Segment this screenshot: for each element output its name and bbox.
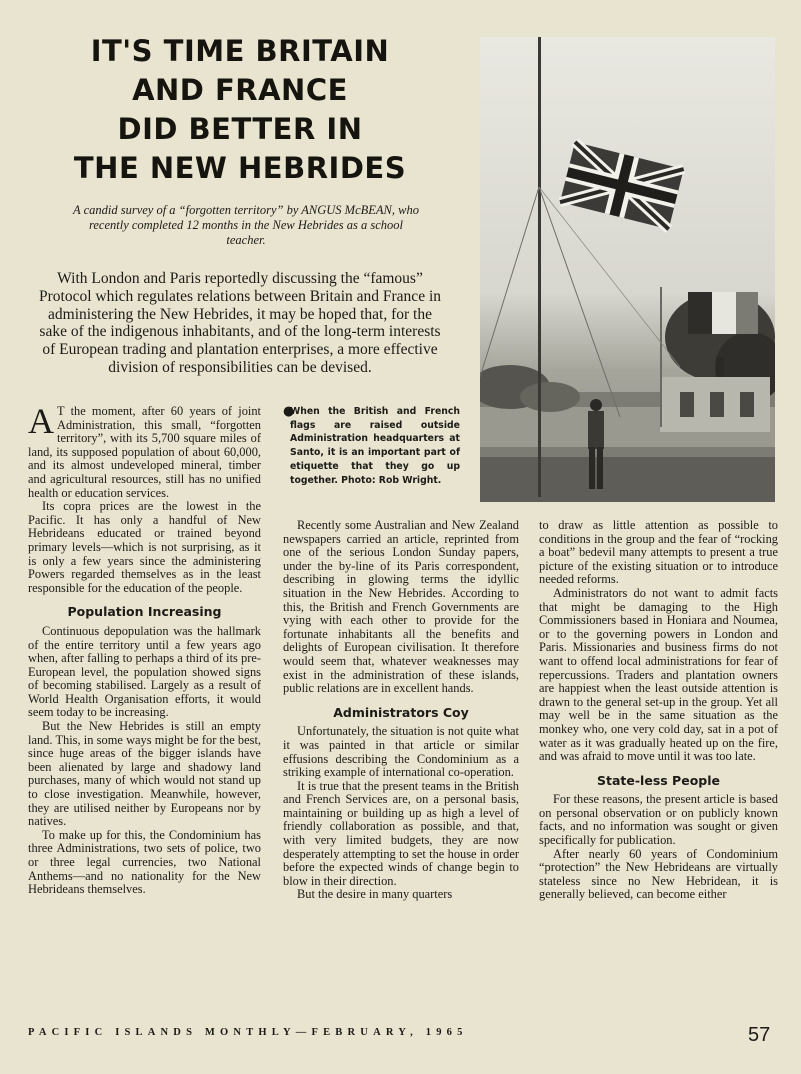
running-footer: PACIFIC ISLANDS MONTHLY—FEBRUARY, 1965 (28, 1027, 468, 1038)
article-deck: A candid survey of a “forgotten territory” by ANGUS McBEAN, who recently completed 12 months in the New Hebrides as a school teacher. (73, 203, 419, 247)
paragraph: Its copra prices are the lowest in the Pacific. It has only a handful of New Hebrideans educated or trained beyond primary levels—which is not surprising, as it is only a few years since the administering Powers regarded themselves as in the least responsible for the education of the people. (28, 499, 261, 595)
photo-caption: When the British and French flags are raised outside Administration headquarters at Santo, it is an important part of etiquette that they go up together. Photo: Rob Wright. (290, 406, 460, 486)
headline-line: IT'S TIME BRITAIN (90, 34, 390, 68)
lead-paragraph: With London and Paris reportedly discussing the “famous” Protocol which regulates relations between Britain and France in administering the New Hebrides, it may be hoped that, for the sake of the indigenous inhabitants, and of the long-term interests of European trading and plantation enterprises, a more effective division of responsibilities can be devised. (38, 270, 442, 376)
flag-photo (480, 37, 775, 502)
column-2 (283, 519, 519, 902)
subheading: State-less People (597, 772, 720, 788)
page-number: 57 (748, 1024, 771, 1046)
headline-line: THE NEW HEBRIDES (73, 151, 407, 185)
column-3 (539, 519, 778, 902)
paragraph: After nearly 60 years of Condominium “protection” the New Hebrideans are virtually stateless since no New Hebridean, it is generally believed, can become either (539, 846, 778, 902)
headline (40, 32, 440, 188)
paragraph: Continuous depopulation was the hallmark of the entire territory until a few years ago when, after falling to perhaps a third of its pre-European level, the population showed signs of becoming stabilised. Largely as a result of World Health Organisation efforts, it would seem today to be increasing. (28, 623, 261, 720)
paragraph: Recently some Australian and New Zealand newspapers carried an article, reprinted from one of the serious London Sunday papers, under the by-line of its Paris correspondent, describing in glowing terms the idyllic situation in the New Hebrides. According to this, the British and French Governments are vying with each other to provide for the fortunate inhabitants all the benefits and delights of European civilisation. It therefore would seem that, whatever weaknesses may exist in the administration of these islands, public relations are in excellent hands. (283, 518, 519, 696)
subheading: Administrators Coy (333, 704, 469, 720)
paragraph: Administrators do not want to admit facts that might be damaging to the High Commissioners based in Honiara and Noumea, or to the governing powers in London and Paris. Missionaries and business firms do not want to offend local administrations for fear of repercussions. Traders and plantation owners are happiest when the least outside attention is drawn to the general set-up in the group. Yet all may well be in the same situation as the monkey who, one very cold day, sat in a pot of water as it was gradually heated up on the fire, and was afraid to move until it was too late. (539, 585, 778, 764)
paragraph: But the New Hebrides is still an empty land. This, in some ways might be for the best, since huge areas of the bigger islands have been alienated by large and shadowy land purchases, many of which would not stand up to close investigation. Meanwhile, however, they are utilised neither by Europeans nor by natives. (28, 719, 261, 829)
paragraph: Unfortunately, the situation is not quite what it was painted in that article or similar effusions describing the Condominium as a striking example of international co-operation. (283, 724, 519, 780)
drop-cap: A (28, 401, 54, 441)
subheading: Population Increasing (67, 604, 222, 620)
headline-line: AND FRANCE (132, 73, 348, 107)
paragraph: To make up for this, the Condominium has three Administrations, two sets of police, two or three legal currencies, two National Anthems—and no nationality for the New Hebrideans themselves. (28, 827, 261, 897)
paragraph: But the desire in many quarters (297, 887, 453, 902)
flag-photo-illustration (480, 37, 775, 502)
column-1 (28, 401, 261, 897)
headline-line: DID BETTER IN (117, 112, 363, 146)
paragraph: It is true that the present teams in the British and French Services are, on a personal basis, maintaining or building up as high a level of friendly collaboration as possible, and that, with very limited budgets, they are now desperately attempting to set the house in order before the expected winds of change begin to blow in their direction. (283, 778, 519, 888)
paragraph: to draw as little attention as possible to conditions in the group and the fear of “rocking a boat” bedevil many attempts to present a true picture of the existing situation or to introduce needed reforms. (539, 518, 778, 587)
caption-bullet-icon: ● (283, 404, 295, 419)
paragraph: For these reasons, the present article is based on personal observation or on publicly known facts, and no information was sought or given specifically for publication. (539, 792, 778, 848)
paragraph: A T the moment, after 60 years of joint Administration, this small, “forgotten territory”, with its 5,700 square miles of land, its supposed population of about 60,000, and its almost undeveloped mineral, timber and agricultural resources, still has no unified health or education services. (28, 401, 261, 500)
